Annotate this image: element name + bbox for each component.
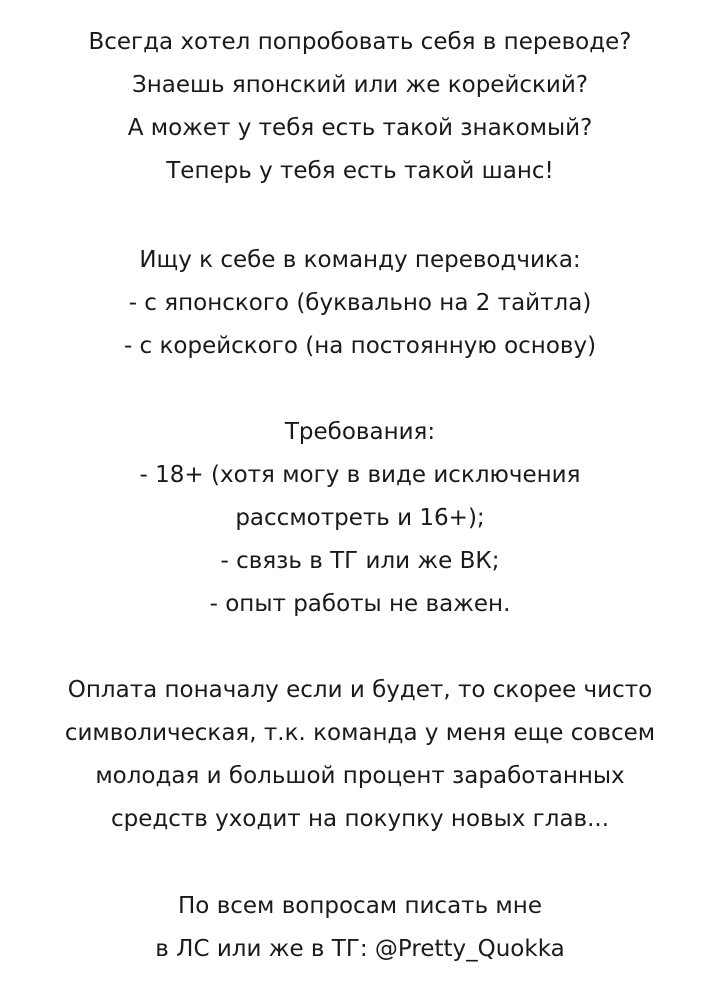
intro-line: А может у тебя есть такой знакомый? bbox=[127, 115, 593, 141]
intro-line: Теперь у тебя есть такой шанс! bbox=[166, 158, 554, 184]
requirements-paragraph bbox=[20, 411, 700, 626]
requirements-list-item: - опыт работы не важен. bbox=[209, 591, 511, 617]
requirements-list-item: - связь в ТГ или же ВК; bbox=[220, 548, 500, 574]
contact-line: По всем вопросам писать мне bbox=[178, 893, 542, 919]
payment-line: средств уходит на покупку новых глав... bbox=[110, 806, 610, 832]
payment-line: Оплата поначалу если и будет, то скорее чисто bbox=[67, 677, 653, 703]
intro-line: Знаешь японский или же корейский? bbox=[131, 72, 589, 98]
search-list-item: - с японского (буквально на 2 тайтла) bbox=[128, 290, 592, 316]
requirements-heading: Требования: bbox=[284, 419, 436, 445]
contact-paragraph bbox=[20, 885, 700, 971]
search-list-item: - с корейского (на постоянную основу) bbox=[123, 333, 597, 359]
payment-line: молодая и большой процент заработанных bbox=[95, 763, 625, 789]
requirements-list-item: - 18+ (хотя могу в виде исключения bbox=[139, 462, 581, 488]
intro-line: Всегда хотел попробовать себя в переводе? bbox=[88, 29, 632, 55]
intro-paragraph bbox=[20, 21, 700, 193]
search-heading: Ищу к себе в команду переводчика: bbox=[139, 247, 581, 273]
search-paragraph bbox=[20, 239, 700, 368]
contact-handle-line: в ЛС или же в ТГ: @Pretty_Quokka bbox=[155, 936, 565, 962]
requirements-list-item: рассмотреть и 16+); bbox=[235, 505, 485, 531]
payment-line: символическая, т.к. команда у меня еще совсем bbox=[64, 720, 656, 746]
payment-paragraph bbox=[20, 669, 700, 841]
